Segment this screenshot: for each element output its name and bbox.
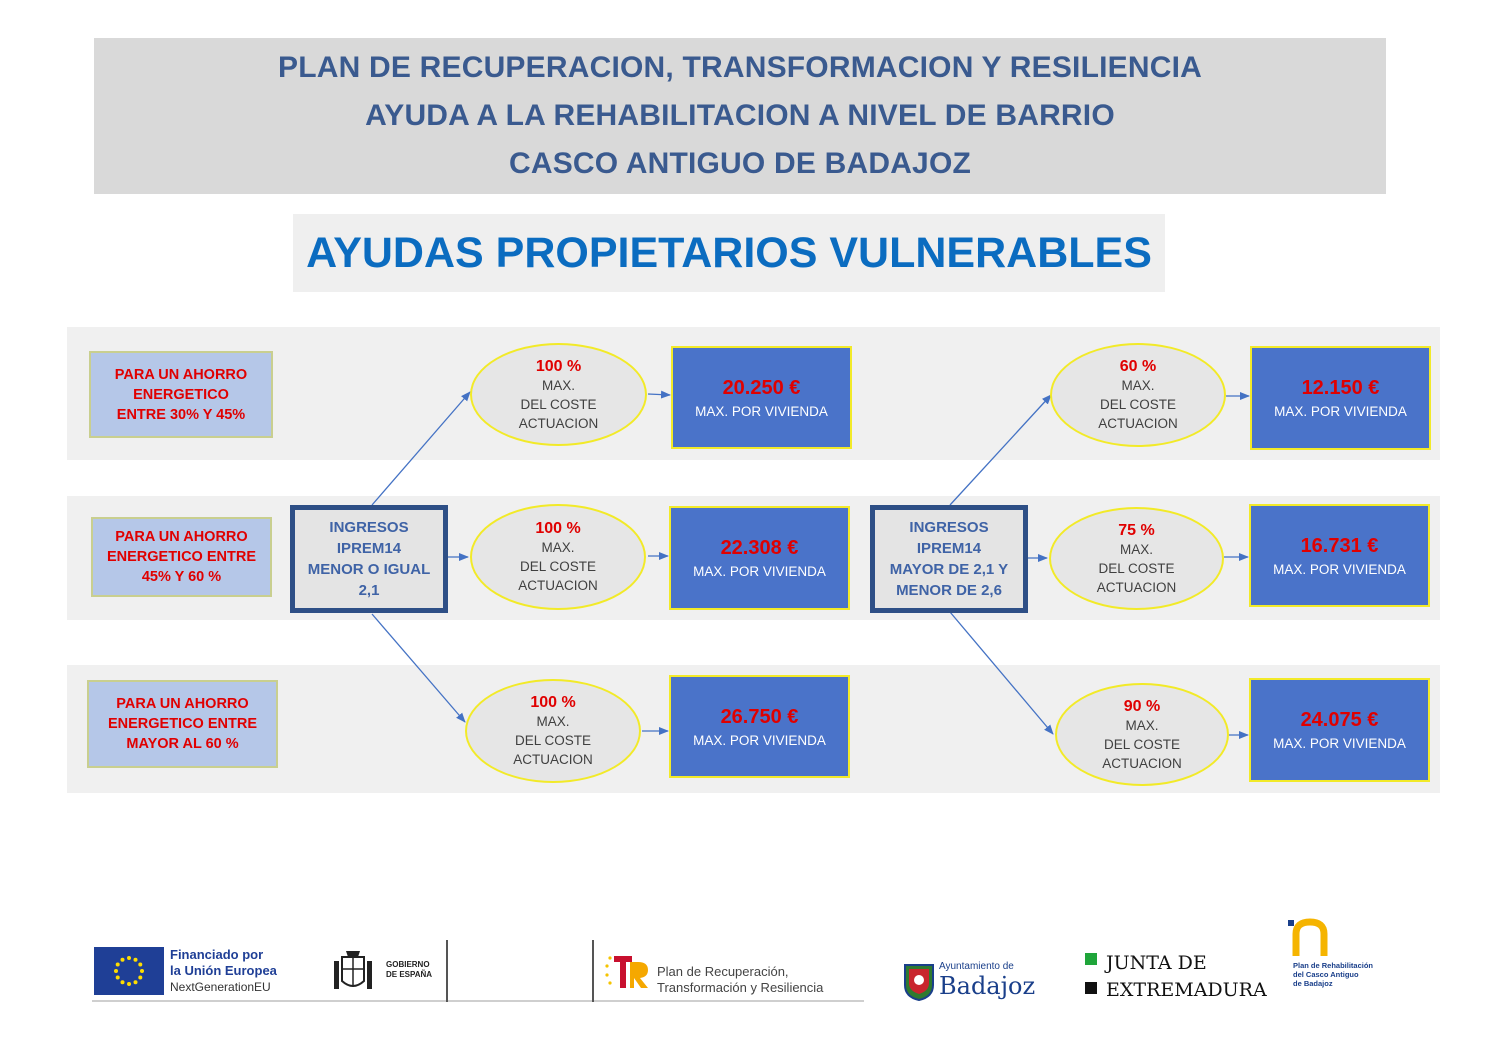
per-home-label: MAX. POR VIVIENDA [695, 403, 828, 419]
condition-2-line-2: ENERGETICO ENTRE [106, 549, 257, 565]
percentage-right-2: 75 % [1118, 521, 1155, 539]
amount-box-left-1 [671, 346, 852, 449]
prtr-text [657, 964, 857, 996]
income-left-line-2: IPREM14 [336, 540, 402, 557]
condition-3-line-2: ENERGETICO ENTRE [107, 716, 258, 732]
condition-2-line-1: PARA UN AHORRO [115, 529, 248, 545]
header-line-3: CASCO ANTIGUO DE BADAJOZ [508, 147, 972, 180]
percentage-left-2: 100 % [535, 520, 581, 537]
prtr-line-2: Transformación y Resiliencia [657, 980, 824, 995]
gobierno-text [386, 960, 446, 980]
oval-actuacion-label: ACTUACION [1098, 416, 1178, 431]
oval-max-label: MAX. [1121, 378, 1155, 393]
condition-3-line-3: MAYOR AL 60 % [126, 736, 239, 752]
oval-max-label: MAX. [541, 540, 575, 555]
plan-line-1: Plan de Rehabilitación [1293, 961, 1374, 970]
subsidy-oval-right-2 [1049, 507, 1224, 610]
header-line-1: PLAN DE RECUPERACION, TRANSFORMACION Y RESILIENCIA [278, 51, 1202, 84]
condition-1-line-2: ENERGETICO [133, 386, 229, 403]
per-home-label: MAX. POR VIVIENDA [1273, 736, 1406, 751]
gobierno-line-2: DE ESPAÑA [386, 970, 433, 979]
subsidy-oval-left-1 [470, 343, 647, 446]
percentage-left-3: 100 % [530, 694, 576, 711]
income-left-line-3: MENOR O IGUAL [307, 561, 431, 578]
oval-max-label: MAX. [1125, 717, 1159, 733]
junta-text [1106, 950, 1267, 1004]
income-right-line-4: MENOR DE 2,6 [896, 582, 1002, 599]
arrow-left-to-oval-3 [372, 614, 465, 722]
junta-line-2: EXTREMADURA [1106, 979, 1267, 1001]
ayto-line-2: Badajoz [939, 972, 1036, 1000]
ayuntamiento-text [939, 961, 1036, 1000]
per-home-label: MAX. POR VIVIENDA [1273, 561, 1406, 577]
ayto-line-1: Ayuntamiento de [939, 961, 1014, 972]
amount-right-2: 16.731 € [1300, 534, 1379, 557]
condition-box-1 [89, 351, 273, 438]
arrow-right-to-oval-3 [950, 612, 1053, 734]
footer-separator-1 [446, 940, 448, 1002]
subsidy-oval-left-3 [465, 679, 641, 783]
junta-black-square-icon [1085, 982, 1097, 994]
footer-divider [92, 1000, 864, 1002]
per-home-label: MAX. POR VIVIENDA [693, 564, 826, 579]
per-home-label: MAX. POR VIVIENDA [1274, 404, 1407, 419]
eu-line-3: NextGenerationEU [170, 980, 271, 994]
condition-1-line-3: ENTRE 30% Y 45% [116, 406, 246, 423]
condition-2-line-3: 45% Y 60 % [141, 569, 222, 585]
subsidy-oval-right-1 [1050, 343, 1226, 447]
arrow-right-to-oval-1 [950, 395, 1051, 505]
oval-del-coste-label: DEL COSTE [514, 733, 592, 748]
eu-line-1: Financiado por [170, 947, 264, 962]
percentage-left-1: 100 % [535, 357, 582, 375]
footer-separator-2 [592, 940, 594, 1002]
subsidy-oval-right-3 [1055, 683, 1229, 786]
oval-actuacion-label: ACTUACION [1102, 755, 1182, 771]
amount-right-3: 24.075 € [1300, 709, 1379, 731]
arrow-oval1-to-amount1 [648, 394, 670, 395]
income-left-line-1: INGRESOS [329, 519, 409, 536]
eu-funding-text [170, 947, 320, 995]
header-line-2: AYUDA A LA REHABILITACION A NIVEL DE BARRIO [365, 99, 1115, 132]
oval-max-label: MAX. [1119, 541, 1153, 557]
amount-box-left-3 [669, 675, 850, 778]
income-right-line-2: IPREM14 [916, 540, 982, 557]
condition-box-3 [87, 680, 278, 768]
prtr-line-1: Plan de Recuperación, [657, 964, 789, 979]
per-home-label: MAX. POR VIVIENDA [693, 732, 826, 748]
plan-line-3: de Badajoz [1293, 979, 1333, 988]
oval-actuacion-label: ACTUACION [1096, 579, 1177, 595]
amount-box-left-2 [669, 506, 850, 610]
eu-line-2: la Unión Europea [170, 963, 277, 978]
plan-rehabilitacion-logo-icon [1286, 916, 1334, 960]
income-box-left [290, 505, 448, 613]
oval-actuacion-label: ACTUACION [513, 752, 593, 767]
amount-box-right-1 [1250, 346, 1431, 450]
amount-left-2: 22.308 € [720, 537, 799, 559]
subsidy-oval-left-2 [470, 504, 646, 610]
plan-rehabilitacion-text [1293, 961, 1403, 988]
income-right-line-3: MAYOR DE 2,1 Y [889, 561, 1009, 578]
percentage-right-3: 90 % [1123, 697, 1161, 715]
oval-max-label: MAX. [541, 377, 575, 393]
oval-del-coste-label: DEL COSTE [1098, 560, 1175, 576]
condition-3-line-1: PARA UN AHORRO [116, 696, 249, 712]
amount-box-right-3 [1249, 678, 1430, 782]
oval-actuacion-label: ACTUACION [518, 415, 599, 431]
eu-flag-icon [94, 947, 164, 995]
condition-box-2 [91, 517, 272, 597]
income-left-line-4: 2,1 [358, 582, 380, 599]
page-subtitle: AYUDAS PROPIETARIOS VULNERABLES [293, 214, 1165, 292]
arrow-left-to-oval-1 [372, 392, 470, 505]
amount-box-right-2 [1249, 504, 1430, 607]
junta-green-square-icon [1085, 953, 1097, 965]
oval-max-label: MAX. [536, 714, 570, 729]
oval-del-coste-label: DEL COSTE [1099, 397, 1177, 412]
oval-del-coste-label: DEL COSTE [520, 396, 597, 412]
amount-left-3: 26.750 € [720, 705, 799, 728]
amount-right-1: 12.150 € [1301, 377, 1380, 399]
junta-line-1: JUNTA DE [1106, 952, 1207, 974]
amount-left-1: 20.250 € [722, 376, 801, 399]
oval-del-coste-label: DEL COSTE [1103, 736, 1181, 752]
gobierno-line-1: GOBIERNO [386, 960, 430, 969]
percentage-right-1: 60 % [1119, 358, 1157, 375]
income-box-right [870, 505, 1028, 613]
badajoz-shield-icon [903, 961, 935, 1001]
oval-actuacion-label: ACTUACION [518, 578, 598, 593]
oval-del-coste-label: DEL COSTE [519, 559, 597, 574]
prtr-logo-icon [604, 950, 652, 994]
plan-line-2: del Casco Antiguo [1293, 970, 1359, 979]
income-right-line-1: INGRESOS [909, 519, 989, 536]
condition-1-line-1: PARA UN AHORRO [114, 366, 248, 383]
spain-coat-of-arms-icon [330, 947, 376, 997]
